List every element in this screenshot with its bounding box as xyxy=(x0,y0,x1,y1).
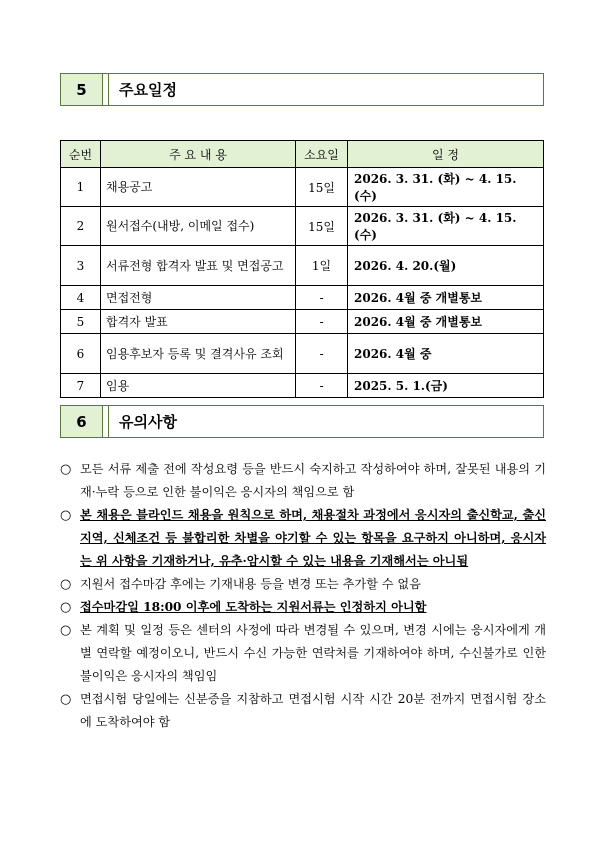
list-item xyxy=(60,619,546,688)
row-date: 2026. 4월 중 xyxy=(348,334,544,374)
row-date: 2025. 5. 1.(금) xyxy=(348,374,544,398)
bullet-circle-icon: ○ xyxy=(60,600,72,615)
row-date: 2026. 4월 중 개별통보 xyxy=(348,286,544,310)
row-duration: - xyxy=(296,310,348,334)
row-number: 1 xyxy=(61,168,101,207)
row-duration: - xyxy=(296,334,348,374)
column-header-date: 일 정 xyxy=(348,141,544,168)
section-number: 6 xyxy=(61,406,103,437)
note-text: 본 계획 및 일정 등은 센터의 사정에 따라 변경될 수 있으며, 변경 시에는 응시자에게 개별 연락할 예정이오니, 반드시 수신 가능한 연락처를 기재하여야 하며, 수신불가로 인한 불이익은 응시자의 책임임 xyxy=(80,623,546,683)
row-date: 2026. 3. 31. (화) ~ 4. 15. (수) xyxy=(348,207,544,246)
list-item xyxy=(60,504,546,573)
notes-list xyxy=(60,458,546,734)
row-content: 서류전형 합격자 발표 및 면접공고 xyxy=(101,246,296,286)
row-content: 원서접수(내방, 이메일 접수) xyxy=(101,207,296,246)
table-row xyxy=(61,310,544,334)
list-item xyxy=(60,573,546,596)
row-date: 2026. 4월 중 개별통보 xyxy=(348,310,544,334)
row-number: 6 xyxy=(61,334,101,374)
row-number: 4 xyxy=(61,286,101,310)
column-header-duration: 소요일 xyxy=(296,141,348,168)
table-row xyxy=(61,207,544,246)
list-item xyxy=(60,688,546,734)
note-text: 모든 서류 제출 전에 작성요령 등을 반드시 숙지하고 작성하여야 하며, 잘못된 내용의 기재·누락 등으로 인한 불이익은 응시자의 책임으로 함 xyxy=(80,462,546,499)
section-title: 주요일정 xyxy=(119,81,177,99)
section-header-notes xyxy=(60,405,544,438)
list-item xyxy=(60,596,546,619)
note-text: 접수마감일 18:00 이후에 도착하는 지원서류는 인정하지 아니함 xyxy=(80,600,427,614)
row-duration: 15일 xyxy=(296,168,348,207)
row-date: 2026. 4. 20.(월) xyxy=(348,246,544,286)
schedule-table xyxy=(60,140,544,398)
table-row xyxy=(61,246,544,286)
row-duration: 1일 xyxy=(296,246,348,286)
table-row xyxy=(61,168,544,207)
table-header-row xyxy=(61,141,544,168)
row-number: 3 xyxy=(61,246,101,286)
row-content: 임용후보자 등록 및 결격사유 조회 xyxy=(101,334,296,374)
bullet-circle-icon: ○ xyxy=(60,577,72,592)
list-item xyxy=(60,458,546,504)
bullet-circle-icon: ○ xyxy=(60,508,72,523)
row-content: 면접전형 xyxy=(101,286,296,310)
row-number: 2 xyxy=(61,207,101,246)
note-text: 면접시험 당일에는 신분증을 지참하고 면접시험 시작 시간 20분 전까지 면접시험 장소에 도착하여야 함 xyxy=(80,692,546,729)
table-row xyxy=(61,286,544,310)
row-duration: - xyxy=(296,374,348,398)
note-text: 지원서 접수마감 후에는 기재내용 등을 변경 또는 추가할 수 없음 xyxy=(80,577,421,591)
table-row xyxy=(61,334,544,374)
section-header-schedule xyxy=(60,73,544,106)
row-date: 2026. 3. 31. (화) ~ 4. 15. (수) xyxy=(348,168,544,207)
row-duration: - xyxy=(296,286,348,310)
row-content: 임용 xyxy=(101,374,296,398)
column-header-content: 주 요 내 용 xyxy=(101,141,296,168)
bullet-circle-icon: ○ xyxy=(60,623,72,638)
row-content: 채용공고 xyxy=(101,168,296,207)
column-header-number: 순번 xyxy=(61,141,101,168)
bullet-circle-icon: ○ xyxy=(60,692,72,707)
row-duration: 15일 xyxy=(296,207,348,246)
table-row xyxy=(61,374,544,398)
row-number: 5 xyxy=(61,310,101,334)
row-content: 합격자 발표 xyxy=(101,310,296,334)
note-text: 본 채용은 블라인드 채용을 원칙으로 하며, 채용절차 과정에서 응시자의 출신학교, 출신지역, 신체조건 등 불합리한 차별을 야기할 수 있는 항목을 요구하지 아니하며, 응시자는 위 사항을 기재하거나, 유추·암시할 수 있는 내용을 기재해서는 아니됨 xyxy=(80,508,546,568)
row-number: 7 xyxy=(61,374,101,398)
bullet-circle-icon: ○ xyxy=(60,462,72,477)
section-title: 유의사항 xyxy=(119,413,177,431)
section-number: 5 xyxy=(61,74,103,105)
